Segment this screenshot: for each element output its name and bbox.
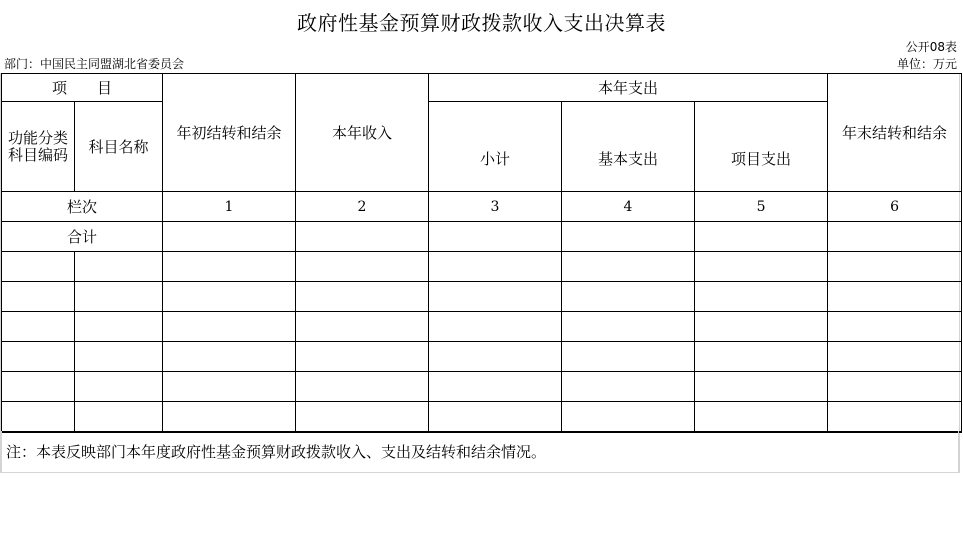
header-item: 项 目 — [2, 74, 163, 102]
table-cell — [296, 222, 429, 252]
report-title: 政府性基金预算财政拨款收入支出决算表 — [297, 11, 666, 35]
table-cell — [429, 252, 562, 282]
table-cell — [828, 282, 962, 312]
table-cell — [429, 282, 562, 312]
table-cell — [2, 252, 75, 282]
table-cell — [296, 312, 429, 342]
table-cell — [828, 222, 962, 252]
table-cell — [828, 252, 962, 282]
table-cell — [562, 312, 695, 342]
header-func-code: 功能分类科目编码 — [2, 102, 75, 192]
header-project-expense: 项目支出 — [695, 102, 828, 192]
header-begin-balance: 年初结转和结余 — [163, 74, 296, 192]
table-cell — [562, 372, 695, 402]
column-number: 4 — [562, 192, 695, 222]
table-cell — [695, 312, 828, 342]
table-row — [2, 402, 962, 432]
table-cell — [828, 372, 962, 402]
table-row — [2, 282, 962, 312]
table-cell — [163, 222, 296, 252]
table-cell — [296, 342, 429, 372]
total-row-label: 合计 — [2, 222, 163, 252]
table-cell — [695, 252, 828, 282]
table-row — [2, 372, 962, 402]
table-cell — [296, 282, 429, 312]
header-expense-group: 本年支出 — [429, 74, 828, 102]
table-cell — [296, 372, 429, 402]
table-cell — [163, 312, 296, 342]
header-basic-expense: 基本支出 — [562, 102, 695, 192]
table-cell — [695, 282, 828, 312]
table-cell — [429, 372, 562, 402]
column-number: 6 — [828, 192, 962, 222]
column-number: 3 — [429, 192, 562, 222]
table-cell — [828, 342, 962, 372]
table-cell — [695, 402, 828, 432]
table-cell — [75, 342, 163, 372]
table-row — [2, 342, 962, 372]
column-number: 1 — [163, 192, 296, 222]
table-cell — [163, 402, 296, 432]
table-cell — [2, 372, 75, 402]
table-cell — [828, 312, 962, 342]
table-cell — [163, 252, 296, 282]
column-number: 2 — [296, 192, 429, 222]
table-cell — [75, 312, 163, 342]
table-cell — [562, 402, 695, 432]
table-cell — [695, 372, 828, 402]
department-label: 部门：中国民主同盟湖北省委员会 — [4, 57, 185, 71]
table-cell — [296, 402, 429, 432]
table-cell — [562, 252, 695, 282]
table-cell — [2, 402, 75, 432]
header-subtotal: 小计 — [429, 102, 562, 192]
table-cell — [429, 342, 562, 372]
table-cell — [429, 222, 562, 252]
table-cell — [695, 342, 828, 372]
header-subject-name: 科目名称 — [75, 102, 163, 192]
table-cell — [163, 282, 296, 312]
table-cell — [429, 312, 562, 342]
table-cell — [75, 402, 163, 432]
table-cell — [296, 252, 429, 282]
table-note: 注：本表反映部门本年度政府性基金预算财政拨款收入、支出及结转和结余情况。 — [6, 443, 547, 461]
column-number: 5 — [695, 192, 828, 222]
unit-label: 单位：万元 — [896, 57, 957, 71]
table-cell — [695, 222, 828, 252]
table-cell — [828, 402, 962, 432]
table-row — [2, 252, 962, 282]
table-cell — [75, 372, 163, 402]
table-cell — [429, 402, 562, 432]
table-cell — [562, 222, 695, 252]
table-cell — [2, 312, 75, 342]
budget-table — [1, 73, 962, 433]
column-index-label: 栏次 — [2, 192, 163, 222]
form-number: 公开08表 — [905, 40, 957, 54]
table-cell — [2, 282, 75, 312]
note-row — [1, 431, 959, 473]
table-cell — [562, 342, 695, 372]
table-cell — [562, 282, 695, 312]
header-end-balance: 年末结转和结余 — [828, 74, 962, 192]
table-cell — [75, 252, 163, 282]
header-income: 本年收入 — [296, 74, 429, 192]
table-cell — [75, 282, 163, 312]
table-cell — [163, 342, 296, 372]
table-cell — [163, 372, 296, 402]
table-cell — [2, 342, 75, 372]
table-row — [2, 312, 962, 342]
